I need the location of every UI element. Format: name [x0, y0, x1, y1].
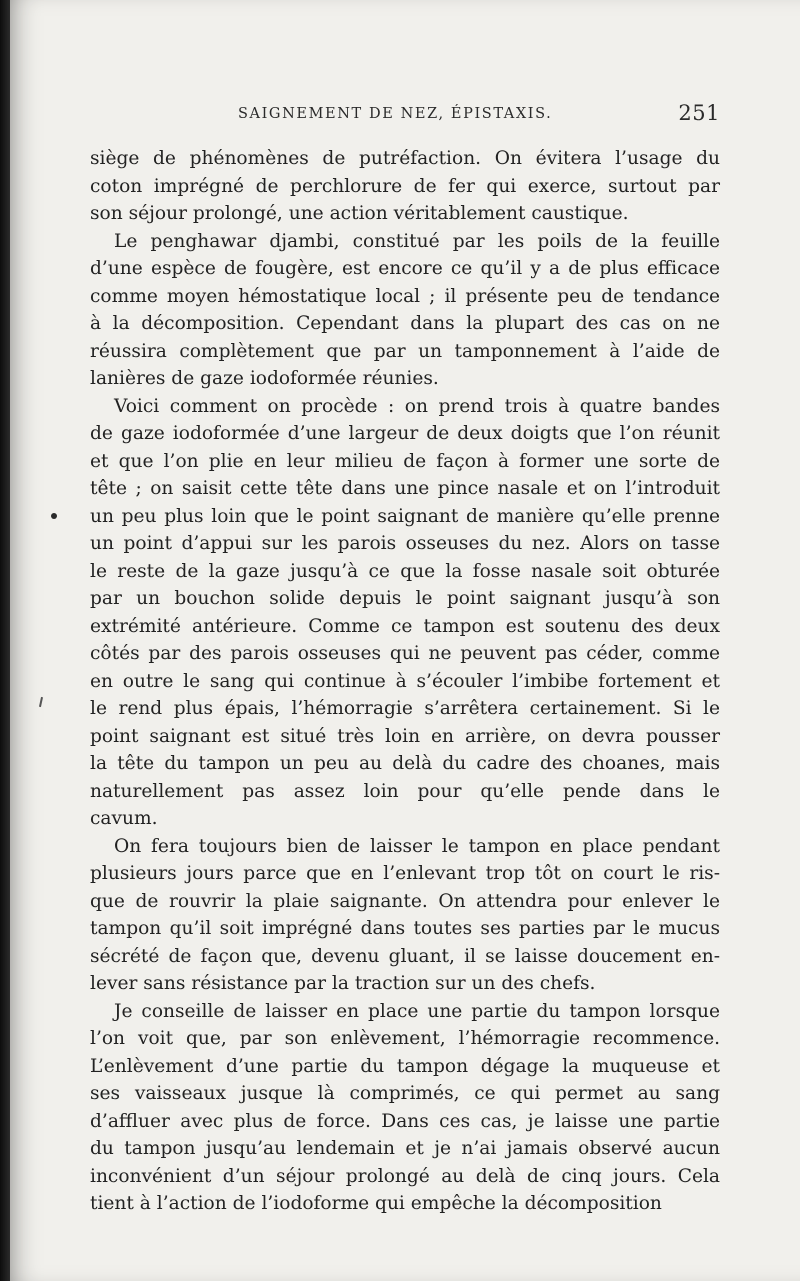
text-line: coton imprégné de perchlorure de fer qui exerce, surtout par — [90, 175, 720, 197]
text-line: et que l’on plie en leur milieu de façon à former une sorte de — [90, 450, 720, 472]
scan-gutter — [0, 0, 10, 1281]
text-line: extrémité antérieure. Comme ce tampon est soutenu des deux — [90, 615, 720, 637]
text-line: comme moyen hémostatique local ; il présente peu de tendance — [90, 285, 720, 307]
paragraph — [90, 833, 720, 998]
text-line: en outre le sang qui continue à s’écouler l’imbibe fortement et — [90, 670, 720, 692]
text-line: du tampon jusqu’au lendemain et je n’ai jamais observé aucun — [90, 1138, 720, 1159]
text-line: naturellement pas assez loin pour qu’elle pende dans le — [90, 780, 720, 802]
text-line: la tête du tampon un peu au delà du cadre des choanes, mais — [90, 753, 720, 774]
text-line: tampon qu’il soit imprégné dans toutes ses parties par le mucus — [90, 918, 720, 939]
text-line: tête ; on saisit cette tête dans une pince nasale et on l’introduit — [90, 478, 720, 499]
running-head: SAIGNEMENT DE NEZ, ÉPISTAXIS. — [238, 106, 553, 122]
margin-mark-dot — [51, 513, 57, 519]
text-line: d’une espèce de fougère, est encore ce qu’il y a de plus efficace — [90, 258, 720, 279]
text-line: Le penghawar djambi, constitué par les poils de la feuille — [114, 230, 720, 252]
page-header — [90, 100, 720, 130]
text-line: lever sans résistance par la traction sur un des chefs. — [90, 973, 596, 994]
text-line: d’affluer avec plus de force. Dans ces cas, je laisse une partie — [90, 1110, 720, 1132]
body-text — [90, 145, 720, 1218]
text-line: le rend plus épais, l’hémorragie s’arrêtera certainement. Si le — [90, 698, 720, 719]
text-line: de gaze iodoformée d’une largeur de deux doigts que l’on réunit — [90, 423, 720, 444]
text-line: cavum. — [90, 808, 158, 829]
text-line: ses vaisseaux jusque là comprimés, ce qui permet au sang — [90, 1083, 720, 1104]
paragraph — [90, 145, 720, 228]
text-line: l’on voit que, par son enlèvement, l’hémorragie recommence. — [90, 1028, 720, 1049]
text-line: que de rouvrir la plaie saignante. On attendra pour enlever le — [90, 890, 720, 912]
page-number: 251 — [678, 101, 720, 125]
text-line: tient à l’action de l’iodoforme qui empêche la décomposition — [90, 1193, 662, 1214]
paragraph — [90, 228, 720, 393]
paragraph — [90, 998, 720, 1218]
text-line: point saignant est situé très loin en arrière, on devra pousser — [90, 725, 720, 747]
text-line: siège de phénomènes de putréfaction. On évitera l’usage du — [90, 148, 720, 169]
text-line: par un bouchon solide depuis le point saignant jusqu’à son — [90, 588, 720, 609]
text-line: inconvénient d’un séjour prolongé au delà de cinq jours. Cela — [90, 1165, 720, 1187]
text-line: lanières de gaze iodoformée réunies. — [90, 368, 439, 389]
text-line: sécrété de façon que, devenu gluant, il se laisse doucement en- — [90, 945, 720, 967]
paragraph — [90, 393, 720, 833]
text-line: réussira complètement que par un tamponnement à l’aide de — [90, 340, 720, 362]
text-line: On fera toujours bien de laisser le tampon en place pendant — [114, 835, 720, 857]
text-line: un point d’appui sur les parois osseuses du nez. Alors on tasse — [90, 533, 720, 554]
text-line: à la décomposition. Cependant dans la plupart des cas on ne — [90, 313, 720, 334]
text-line: un peu plus loin que le point saignant de manière qu’elle prenne — [90, 505, 720, 527]
text-line: Voici comment on procède : on prend trois à quatre bandes — [114, 395, 720, 417]
text-line: Je conseille de laisser en place une partie du tampon lorsque — [114, 1000, 720, 1022]
text-line: côtés par des parois osseuses qui ne peuvent pas céder, comme — [90, 643, 720, 664]
book-page — [10, 0, 800, 1281]
text-line: L’enlèvement d’une partie du tampon dégage la muqueuse et — [90, 1055, 720, 1077]
text-line: le reste de la gaze jusqu’à ce que la fosse nasale soit obturée — [90, 560, 720, 582]
text-line: son séjour prolongé, une action véritablement caustique. — [90, 203, 629, 224]
text-line: plusieurs jours parce que en l’enlevant trop tôt on court le ris- — [90, 863, 720, 884]
